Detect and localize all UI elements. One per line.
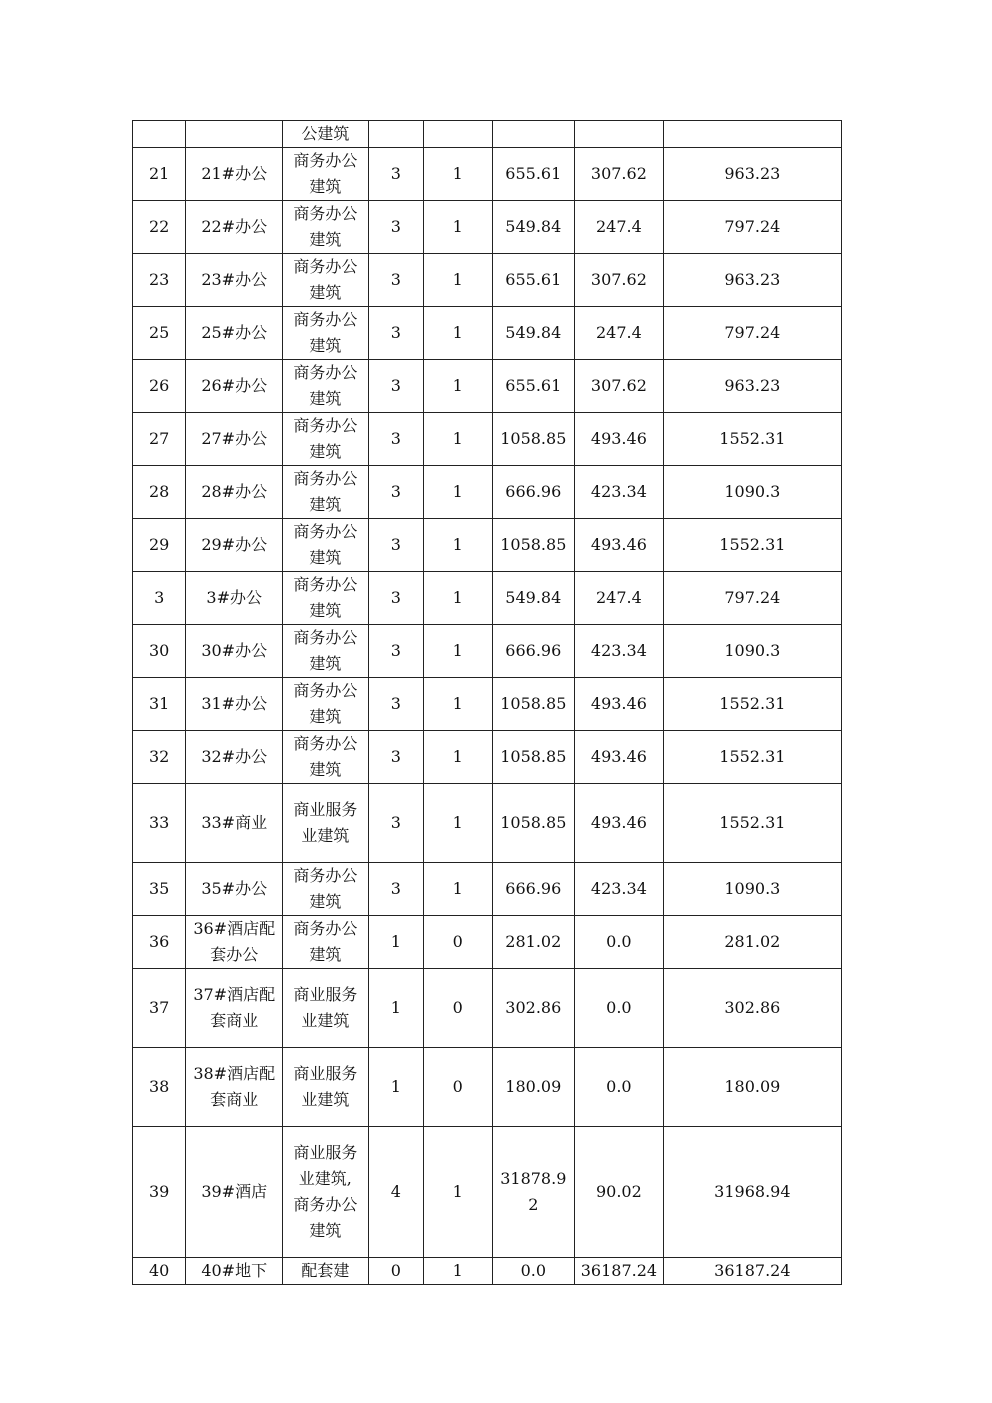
seq-cell: 3 — [133, 572, 186, 625]
above-area-cell: 655.61 — [492, 254, 575, 307]
total-area-cell: 31968.94 — [663, 1127, 841, 1258]
floors-below-cell: 1 — [424, 1258, 492, 1285]
building-type-cell: 商务办公建筑 — [283, 254, 369, 307]
table-row — [133, 1127, 842, 1258]
building-type-cell: 商务办公建筑 — [283, 572, 369, 625]
floors-below-cell: 1 — [424, 360, 492, 413]
floors-above-cell: 3 — [368, 625, 423, 678]
building-type-cell: 商务办公建筑 — [283, 148, 369, 201]
table-body — [133, 121, 842, 1285]
total-area-cell: 1090.3 — [663, 625, 841, 678]
floors-below-cell: 1 — [424, 731, 492, 784]
floors-below-cell: 1 — [424, 201, 492, 254]
building-name-cell: 21#办公 — [186, 148, 283, 201]
above-area-cell: 1058.85 — [492, 678, 575, 731]
floors-below-cell: 1 — [424, 678, 492, 731]
above-area-cell: 549.84 — [492, 572, 575, 625]
table-row — [133, 1048, 842, 1127]
building-type-cell: 商业服务业建筑 — [283, 969, 369, 1048]
floors-below-cell: 1 — [424, 307, 492, 360]
above-area-cell: 302.86 — [492, 969, 575, 1048]
building-type-cell: 商业服务业建筑,商务办公建筑 — [283, 1127, 369, 1258]
table-row — [133, 1258, 842, 1285]
floors-above-cell: 3 — [368, 784, 423, 863]
above-area-cell: 655.61 — [492, 148, 575, 201]
above-area-cell: 655.61 — [492, 360, 575, 413]
table-row — [133, 307, 842, 360]
building-name-cell: 39#酒店 — [186, 1127, 283, 1258]
floors-below-cell: 1 — [424, 572, 492, 625]
floors-below-cell: 0 — [424, 969, 492, 1048]
below-area-cell: 90.02 — [575, 1127, 664, 1258]
table-row — [133, 466, 842, 519]
table-row — [133, 360, 842, 413]
floors-below-cell: 1 — [424, 1127, 492, 1258]
building-name-cell: 36#酒店配套办公 — [186, 916, 283, 969]
building-type-cell: 商务办公建筑 — [283, 307, 369, 360]
seq-cell: 23 — [133, 254, 186, 307]
floors-above-cell: 1 — [368, 916, 423, 969]
floors-above-cell: 3 — [368, 148, 423, 201]
above-area-cell: 666.96 — [492, 863, 575, 916]
total-area-cell — [663, 121, 841, 148]
seq-cell: 22 — [133, 201, 186, 254]
seq-cell: 26 — [133, 360, 186, 413]
building-name-cell: 28#办公 — [186, 466, 283, 519]
floors-below-cell: 1 — [424, 863, 492, 916]
below-area-cell: 493.46 — [575, 519, 664, 572]
total-area-cell: 180.09 — [663, 1048, 841, 1127]
table-row — [133, 572, 842, 625]
total-area-cell: 1552.31 — [663, 678, 841, 731]
total-area-cell: 302.86 — [663, 969, 841, 1048]
above-area-cell: 31878.92 — [492, 1127, 575, 1258]
seq-cell: 40 — [133, 1258, 186, 1285]
table-row — [133, 863, 842, 916]
above-area-cell: 666.96 — [492, 625, 575, 678]
floors-above-cell: 3 — [368, 201, 423, 254]
above-area-cell: 549.84 — [492, 307, 575, 360]
building-name-cell: 33#商业 — [186, 784, 283, 863]
seq-cell: 39 — [133, 1127, 186, 1258]
below-area-cell: 493.46 — [575, 678, 664, 731]
table-row — [133, 731, 842, 784]
table-row — [133, 625, 842, 678]
building-name-cell: 29#办公 — [186, 519, 283, 572]
above-area-cell: 1058.85 — [492, 413, 575, 466]
below-area-cell: 0.0 — [575, 1048, 664, 1127]
building-type-cell: 商务办公建筑 — [283, 360, 369, 413]
total-area-cell: 1552.31 — [663, 731, 841, 784]
seq-cell: 27 — [133, 413, 186, 466]
above-area-cell — [492, 121, 575, 148]
total-area-cell: 797.24 — [663, 307, 841, 360]
floors-below-cell: 1 — [424, 254, 492, 307]
below-area-cell: 36187.24 — [575, 1258, 664, 1285]
floors-above-cell: 3 — [368, 413, 423, 466]
building-type-cell: 商业服务业建筑 — [283, 1048, 369, 1127]
total-area-cell: 963.23 — [663, 148, 841, 201]
seq-cell: 29 — [133, 519, 186, 572]
floors-below-cell: 1 — [424, 413, 492, 466]
building-type-cell: 公建筑 — [283, 121, 369, 148]
below-area-cell: 307.62 — [575, 360, 664, 413]
seq-cell: 38 — [133, 1048, 186, 1127]
above-area-cell: 666.96 — [492, 466, 575, 519]
floors-above-cell: 3 — [368, 731, 423, 784]
floors-below-cell: 0 — [424, 916, 492, 969]
floors-above-cell — [368, 121, 423, 148]
above-area-cell: 1058.85 — [492, 519, 575, 572]
building-type-cell: 配套建 — [283, 1258, 369, 1285]
floors-above-cell: 1 — [368, 1048, 423, 1127]
above-area-cell: 180.09 — [492, 1048, 575, 1127]
table-row — [133, 254, 842, 307]
building-type-cell: 商务办公建筑 — [283, 731, 369, 784]
floors-above-cell: 3 — [368, 863, 423, 916]
total-area-cell: 281.02 — [663, 916, 841, 969]
table-row — [133, 121, 842, 148]
seq-cell: 32 — [133, 731, 186, 784]
floors-above-cell: 3 — [368, 307, 423, 360]
below-area-cell: 423.34 — [575, 466, 664, 519]
total-area-cell: 963.23 — [663, 254, 841, 307]
building-type-cell: 商务办公建筑 — [283, 519, 369, 572]
below-area-cell: 307.62 — [575, 254, 664, 307]
below-area-cell — [575, 121, 664, 148]
table-row — [133, 148, 842, 201]
building-type-cell: 商务办公建筑 — [283, 916, 369, 969]
building-name-cell: 37#酒店配套商业 — [186, 969, 283, 1048]
building-name-cell: 35#办公 — [186, 863, 283, 916]
building-type-cell: 商务办公建筑 — [283, 466, 369, 519]
floors-above-cell: 0 — [368, 1258, 423, 1285]
below-area-cell: 423.34 — [575, 625, 664, 678]
total-area-cell: 797.24 — [663, 201, 841, 254]
table-row — [133, 784, 842, 863]
below-area-cell: 247.4 — [575, 201, 664, 254]
building-name-cell: 31#办公 — [186, 678, 283, 731]
table-row — [133, 201, 842, 254]
total-area-cell: 1552.31 — [663, 519, 841, 572]
seq-cell: 21 — [133, 148, 186, 201]
floors-below-cell: 1 — [424, 784, 492, 863]
building-name-cell: 26#办公 — [186, 360, 283, 413]
seq-cell — [133, 121, 186, 148]
below-area-cell: 493.46 — [575, 731, 664, 784]
table-row — [133, 678, 842, 731]
floors-above-cell: 3 — [368, 519, 423, 572]
floors-above-cell: 1 — [368, 969, 423, 1048]
table-row — [133, 519, 842, 572]
seq-cell: 35 — [133, 863, 186, 916]
table-row — [133, 413, 842, 466]
building-name-cell: 25#办公 — [186, 307, 283, 360]
floors-below-cell: 1 — [424, 466, 492, 519]
building-type-cell: 商务办公建筑 — [283, 201, 369, 254]
floors-below-cell — [424, 121, 492, 148]
seq-cell: 36 — [133, 916, 186, 969]
floors-above-cell: 3 — [368, 466, 423, 519]
floors-below-cell: 0 — [424, 1048, 492, 1127]
total-area-cell: 963.23 — [663, 360, 841, 413]
building-type-cell: 商务办公建筑 — [283, 413, 369, 466]
floors-above-cell: 3 — [368, 572, 423, 625]
floors-below-cell: 1 — [424, 519, 492, 572]
building-type-cell: 商务办公建筑 — [283, 678, 369, 731]
seq-cell: 30 — [133, 625, 186, 678]
building-name-cell: 3#办公 — [186, 572, 283, 625]
floors-above-cell: 3 — [368, 254, 423, 307]
seq-cell: 25 — [133, 307, 186, 360]
building-type-cell: 商务办公建筑 — [283, 863, 369, 916]
building-name-cell: 30#办公 — [186, 625, 283, 678]
building-name-cell: 32#办公 — [186, 731, 283, 784]
building-name-cell: 40#地下 — [186, 1258, 283, 1285]
seq-cell: 28 — [133, 466, 186, 519]
building-name-cell — [186, 121, 283, 148]
below-area-cell: 247.4 — [575, 572, 664, 625]
floors-above-cell: 4 — [368, 1127, 423, 1258]
below-area-cell: 247.4 — [575, 307, 664, 360]
below-area-cell: 423.34 — [575, 863, 664, 916]
seq-cell: 31 — [133, 678, 186, 731]
above-area-cell: 549.84 — [492, 201, 575, 254]
floors-below-cell: 1 — [424, 625, 492, 678]
total-area-cell: 797.24 — [663, 572, 841, 625]
table-row — [133, 969, 842, 1048]
floors-above-cell: 3 — [368, 360, 423, 413]
above-area-cell: 1058.85 — [492, 784, 575, 863]
below-area-cell: 307.62 — [575, 148, 664, 201]
above-area-cell: 0.0 — [492, 1258, 575, 1285]
above-area-cell: 1058.85 — [492, 731, 575, 784]
total-area-cell: 36187.24 — [663, 1258, 841, 1285]
building-name-cell: 27#办公 — [186, 413, 283, 466]
floors-above-cell: 3 — [368, 678, 423, 731]
table-row — [133, 916, 842, 969]
seq-cell: 37 — [133, 969, 186, 1048]
total-area-cell: 1090.3 — [663, 863, 841, 916]
seq-cell: 33 — [133, 784, 186, 863]
total-area-cell: 1090.3 — [663, 466, 841, 519]
building-name-cell: 22#办公 — [186, 201, 283, 254]
building-type-cell: 商业服务业建筑 — [283, 784, 369, 863]
below-area-cell: 493.46 — [575, 413, 664, 466]
building-name-cell: 23#办公 — [186, 254, 283, 307]
below-area-cell: 493.46 — [575, 784, 664, 863]
building-name-cell: 38#酒店配套商业 — [186, 1048, 283, 1127]
building-area-table — [132, 120, 842, 1285]
above-area-cell: 281.02 — [492, 916, 575, 969]
floors-below-cell: 1 — [424, 148, 492, 201]
total-area-cell: 1552.31 — [663, 413, 841, 466]
building-type-cell: 商务办公建筑 — [283, 625, 369, 678]
below-area-cell: 0.0 — [575, 969, 664, 1048]
total-area-cell: 1552.31 — [663, 784, 841, 863]
below-area-cell: 0.0 — [575, 916, 664, 969]
